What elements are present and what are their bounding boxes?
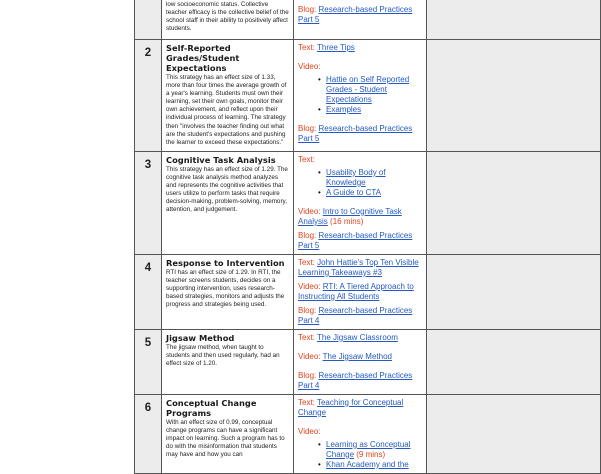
video-link[interactable]: RTI: A Tiered Approach to Instructing All Students [298, 281, 414, 301]
blog-link[interactable]: Research-based Practices Part 4 [298, 305, 413, 325]
text-link[interactable]: Three Tips [316, 43, 355, 52]
empty-cell [427, 329, 601, 394]
strategy-description-cell [162, 0, 294, 40]
list-item [320, 168, 423, 188]
strategy-body: RTI has an effect size of 1.29. In RTI, the teacher screens students, decides on a supporting intervention, uses research-based strategies, monitors and adjusts the progress and strategies being used. [166, 268, 285, 309]
row-number: 4 [135, 254, 162, 329]
empty-cell [427, 394, 601, 473]
text-link[interactable]: John Hattie's Top Ten Visible Learning Takeaways #3 [298, 257, 419, 277]
empty-cell [427, 151, 601, 254]
strategy-description-cell [162, 151, 294, 254]
video-link[interactable]: Khan Academy and the [326, 459, 409, 469]
strategy-description-cell [162, 394, 294, 473]
row-number: 3 [135, 151, 162, 254]
blog-label: Blog: [298, 230, 317, 240]
video-label: Video: [298, 281, 321, 291]
video-label: Video: [298, 62, 321, 71]
table-row [135, 329, 601, 394]
row-number: 2 [135, 40, 162, 152]
video-list [298, 75, 423, 115]
table-row [135, 254, 601, 329]
table-row [135, 40, 601, 152]
strategy-title: Conceptual Change Programs [166, 397, 257, 418]
resources-cell [294, 40, 427, 152]
strategies-table [134, 0, 601, 474]
empty-cell [427, 40, 601, 152]
text-label: Text: [298, 332, 315, 342]
strategy-body: This strategy has an effect size of 1.29. The cognitive task analysis method analyzes and represents the cognitive activities that users utilize to perform tasks that require decision-making, problem-solving, memory, attention, and judgement. [166, 165, 288, 214]
table-row [135, 394, 601, 473]
table-row [135, 0, 601, 40]
strategy-title: Response to Intervention [166, 257, 285, 268]
text-link[interactable]: Teaching for Conceptual Change [298, 397, 404, 417]
blog-label: Blog: [298, 124, 317, 133]
list-item [320, 188, 423, 198]
blog-link[interactable]: Research-based Practices Part 5 [298, 124, 413, 143]
video-duration: (16 mins) [330, 216, 364, 226]
video-link[interactable]: Examples [326, 105, 362, 114]
video-link[interactable]: Intro to Cognitive Task Analysis [298, 206, 402, 226]
text-label: Text: [298, 43, 315, 52]
strategy-body: With an effect size of 0.99, conceptual change programs can have a significant impact on learning. Such a program has to do with the misinformation that students may have and how you can [166, 418, 285, 459]
video-list [298, 440, 423, 470]
text-list [298, 168, 423, 198]
empty-cell [427, 0, 601, 40]
row-number: 6 [135, 394, 162, 473]
video-link[interactable]: Learning as Conceptual Change [326, 439, 411, 459]
strategy-title: Cognitive Task Analysis [166, 154, 276, 165]
strategy-description-cell [162, 329, 294, 394]
list-item [320, 105, 423, 115]
blog-label: Blog: [298, 5, 317, 14]
strategy-body: This strategy has an effect size of 1.33, more than four times the average growth of a year's learning. Students must own their learning, set their own goals, monitor their own achievement, and reflect upon their individual process of learning. The strategy then "involves the teacher finding out what are the student's expectations and pushing the learner to exceed these expectations." [166, 74, 287, 146]
text-label: Text: [298, 154, 315, 164]
strategy-body: low socioeconomic status. Collective teacher efficacy is the collective belief of the school staff in their ability to positively affect students. [166, 1, 289, 33]
table-row [135, 151, 601, 254]
list-item [320, 75, 423, 105]
resources-cell [294, 151, 427, 254]
video-link[interactable]: Hattie on Self Reported Grades - Student Expectations [326, 75, 410, 104]
row-number-cell [135, 0, 162, 40]
video-label: Video: [298, 351, 321, 361]
text-label: Text: [298, 397, 315, 407]
strategy-description-cell [162, 254, 294, 329]
text-link[interactable]: A Guide to CTA [326, 187, 381, 197]
strategy-body: The jigsaw method, when taught to students and then used regularly, had an effect size of 1.20. [166, 343, 280, 368]
blog-link[interactable]: Research-based Practices Part 5 [298, 5, 413, 24]
blog-label: Blog: [298, 370, 317, 380]
video-label: Video: [298, 206, 321, 216]
strategy-description-cell [162, 40, 294, 152]
text-link[interactable]: The Jigsaw Classroom [316, 332, 398, 342]
blog-label: Blog: [298, 305, 317, 315]
video-label: Video: [298, 426, 321, 436]
row-number: 5 [135, 329, 162, 394]
video-link[interactable]: The Jigsaw Method [322, 351, 392, 361]
list-item [320, 440, 423, 460]
blog-link[interactable]: Research-based Practices Part 4 [298, 370, 413, 390]
text-label: Text: [298, 257, 315, 267]
text-link[interactable]: Usability Body of Knowledge [326, 167, 386, 187]
resources-cell [294, 329, 427, 394]
list-item [320, 460, 423, 470]
strategy-title: Self-Reported Grades/Student Expectations [166, 43, 240, 73]
video-duration: (9 mins) [356, 449, 386, 459]
resources-cell [294, 394, 427, 473]
resources-cell [294, 0, 427, 40]
blog-link[interactable]: Research-based Practices Part 5 [298, 230, 413, 250]
empty-cell [427, 254, 601, 329]
strategy-title: Jigsaw Method [166, 332, 235, 343]
resources-cell [294, 254, 427, 329]
